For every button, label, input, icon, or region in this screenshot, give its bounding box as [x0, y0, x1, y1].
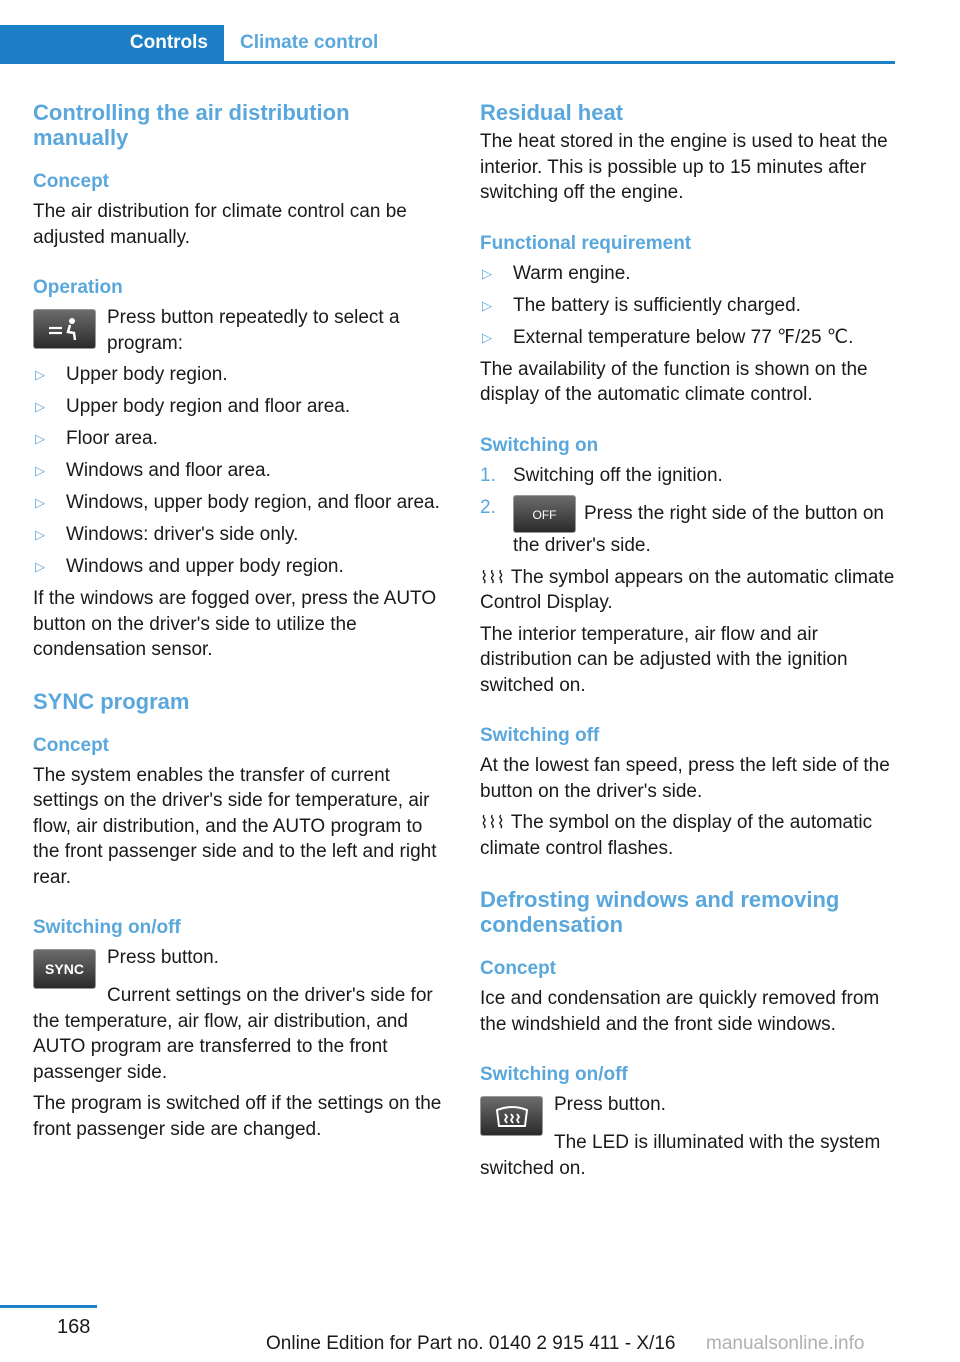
- air-distribution-button-icon: [33, 309, 96, 349]
- sync-row: [33, 945, 449, 991]
- subheading-concept: Concept: [480, 958, 556, 979]
- list-item: ▷ Windows, upper body region, and floor area.: [33, 490, 449, 516]
- residual-heat-symbol-icon: ⌇⌇⌇: [480, 813, 505, 832]
- defrost-row: [480, 1092, 896, 1138]
- subheading-concept: Concept: [33, 734, 109, 756]
- sync-button-icon: SYNC: [33, 949, 96, 989]
- heading-air-distribution: Controlling the air distribution manually: [33, 100, 350, 150]
- residual-heat-symbol-icon: ⌇⌇⌇: [480, 567, 505, 587]
- interior-text: The interior temperature, air flow and air distribution can be adjusted with the ignition switched on.: [480, 623, 848, 696]
- heading-residual-heat: Residual heat: [480, 100, 624, 125]
- heading-defrosting: Defrosting windows and removing condensation: [480, 887, 840, 937]
- subheading-switching-on: Switching on: [480, 434, 599, 456]
- symbol-appears-text: ⌇⌇⌇ The symbol appears on the automatic climate Control Display.: [480, 566, 895, 613]
- triangle-bullet-icon: ▷: [482, 265, 492, 281]
- list-item: ▷ External temperature below 77 ℉/25 ℃.: [480, 325, 896, 351]
- residual-heat-button-icon: OFF: [513, 495, 576, 533]
- triangle-bullet-icon: ▷: [35, 431, 45, 446]
- triangle-bullet-icon: ▷: [35, 367, 45, 382]
- subheading-switching-on-off: Switching on/off: [480, 1064, 628, 1085]
- symbol-flashes-text: ⌇⌇⌇ The symbol on the display of the automatic climate control flashes.: [480, 812, 873, 859]
- list-item: ▷ Upper body region and floor area.: [33, 394, 449, 420]
- watermark: manualsonline.info: [706, 1333, 865, 1354]
- heading-sync-program: SYNC program: [33, 688, 190, 714]
- requirement-list: [480, 261, 896, 351]
- triangle-bullet-icon: ▷: [35, 559, 45, 574]
- triangle-bullet-icon: ▷: [35, 399, 45, 414]
- subheading-concept: Concept: [33, 171, 109, 192]
- tab-climate-control[interactable]: Climate control: [240, 32, 379, 53]
- triangle-bullet-icon: ▷: [35, 463, 45, 478]
- right-column: [480, 100, 896, 1187]
- triangle-bullet-icon: ▷: [35, 527, 45, 542]
- list-item: ▷ Floor area.: [33, 426, 449, 452]
- defrost-concept-text: Ice and condensation are quickly removed from the windshield and the front side windows.: [480, 988, 880, 1035]
- switch-on-steps: [480, 463, 896, 559]
- step-item: 2. OFF Press the right side of the button on the driver's side.: [480, 496, 884, 556]
- defrost-button-icon: [480, 1096, 543, 1136]
- triangle-bullet-icon: ▷: [482, 329, 492, 345]
- led-text: The LED is illuminated with the system switched on.: [480, 1132, 881, 1179]
- page-number: 168: [57, 1316, 91, 1338]
- sync-concept-text: The system enables the transfer of current settings on the driver's side for temperature, air flow, air distribution, and the AUTO program to the front passenger side and to the left and right rear.: [33, 764, 437, 888]
- subheading-functional-requirement: Functional requirement: [480, 232, 692, 254]
- sync-off-text: The program is switched off if the settings on the front passenger side are changed.: [33, 1093, 442, 1140]
- sync-text: Current settings on the driver's side for the temperature, air flow, air distribution, and AUTO program are transferred to the front passenger side.: [33, 985, 433, 1083]
- operation-row: [33, 305, 449, 356]
- footer-rule: [0, 1305, 97, 1308]
- edition-text: Online Edition for Part no. 0140 2 915 411 - X/16: [266, 1333, 676, 1354]
- subheading-switching-on-off: Switching on/off: [33, 917, 181, 938]
- left-column: [33, 100, 449, 1148]
- switch-off-text: At the lowest fan speed, press the left side of the button on the driver's side.: [480, 755, 890, 802]
- list-item: ▷ Warm engine.: [480, 261, 896, 287]
- triangle-bullet-icon: ▷: [482, 297, 492, 313]
- list-item: ▷ Upper body region.: [33, 362, 449, 388]
- list-item: ▷ Windows and upper body region.: [33, 554, 449, 580]
- subheading-switching-off: Switching off: [480, 725, 600, 746]
- fog-text: If the windows are fogged over, press the AUTO button on the driver's side to utilize the condensation sensor.: [33, 588, 437, 660]
- list-item: ▷ Windows and floor area.: [33, 458, 449, 484]
- step-item: 1. Switching off the ignition.: [480, 464, 723, 486]
- concept-text: The air distribution for climate control can be adjusted manually.: [33, 201, 407, 248]
- subheading-operation: Operation: [33, 277, 123, 298]
- residual-text: The heat stored in the engine is used to heat the interior. This is possible up to 15 minutes after switching off the engine.: [480, 131, 888, 203]
- triangle-bullet-icon: ▷: [35, 495, 45, 510]
- tab-controls[interactable]: Controls: [0, 25, 224, 61]
- operation-text: Press button repeatedly to select a program:: [107, 307, 400, 354]
- availability-text: The availability of the function is shown on the display of the automatic climate control.: [480, 358, 868, 405]
- chapter-tabs: [0, 25, 895, 64]
- press-button-text: Press button.: [554, 1094, 666, 1115]
- list-item: ▷ The battery is sufficiently charged.: [480, 293, 896, 319]
- press-button-text: Press button.: [107, 947, 219, 968]
- program-list: [33, 362, 449, 580]
- list-item: ▷ Windows: driver's side only.: [33, 522, 449, 548]
